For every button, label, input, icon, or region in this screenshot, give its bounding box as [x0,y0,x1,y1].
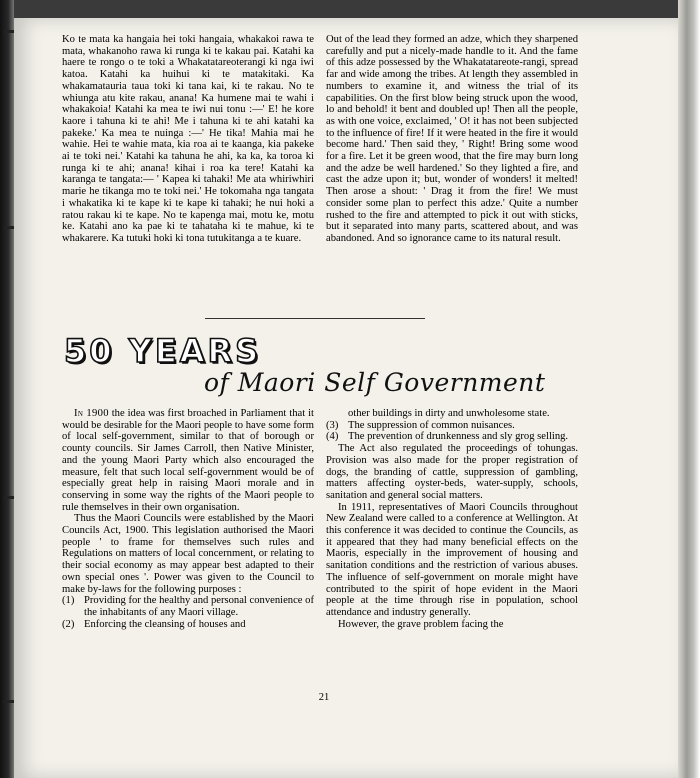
bylaw-list [62,595,314,630]
list-item [62,619,314,631]
body-paragraph: Thus the Maori Councils were established by the Maori Councils Act, 1900. This legislation authorised the Maori people ' to frame for themselves such rules and Regulations on matters of local concernment, or relating to their social economy as may appear best adapted to their own special ones '. Power was given to the Council to make by-laws for the following purposes : [62,513,314,595]
article-subtitle: of Maori Self Government [204,368,546,397]
bylaw-list-continued [326,420,578,443]
page-number: 21 [318,692,330,703]
section-divider [205,318,425,319]
list-number: (2) [62,618,75,630]
article-title: 50 YEARS [64,332,262,370]
intro-paragraph [62,408,314,513]
page-edge [678,0,700,778]
intro-lead-words: In 1900 [74,408,109,419]
article-column-left [62,408,314,630]
list-item [326,431,578,443]
list-number: (3) [326,419,339,431]
body-paragraph: In 1911, representatives of Maori Councils throughout New Zealand were called to a conference at Wellington. At this conference it was decided to continue the Councils, as it appeared that they had many beneficial effects on the Maoris, especially in the improvement of housing and sanitation conditions and the restriction of various abuses. The influence of self-government on morale might have contributed to the spirit of hope evident in the Maori people at the time through rise in population, school attendance and industry generally. [326,501,578,618]
binding-edge [0,0,14,778]
body-paragraph: However, the grave problem facing the [338,618,504,630]
list-item [62,595,314,618]
intro-text: the idea was first broached in Parliament that it would be desirable for the Maori people to have some form of local self-government, similar to that of borough or county councils. Sir James Carroll, then Native Minister, and the young Maori Party which also encouraged the measure, felt that such local self-government would be of especially great help in raising Maori morale and in conserving in some way the rights of the Maori people to rule themselves in their own organisation. [62,408,314,513]
maori-paragraph: Ko te mata ka hangaia hei toki hangaia, whakakoi rawa te mata, whakanoho rawa ki runga ki te kakau pai. Katahi ka haere te rongo o te toki a Whakatatareoterangi ki nga iwi katoa. Katahi ka huihui ki te matakitaki. Ka whakamatauria taua toki ki tana kai, ki te rakau. No te whiunga atu kite rakau, anana! Ka humene mai te wahi i whakakoia! Katahi ka mea te iwi nui tonu :—' E! he kore kaore i tahuna ki te ahi! Me i tahuna ki te ahi katahi ka pakeke.' Ka mea te nuinga :—' He tika! Mahia mai he wahie. Hei te wahie mata, kia roa ai te kaanga, kia pakeke ai te toki nei.' Katahi ka tahuna he ahi, ka ka, ka toroa ki runga ki te ahi; anana! kihai i roa ka tere! Katahi ka karanga te tangata:— ' Kapea ki tahaki! Me ata whiriwhiri marie he tikanga mo te toki nei.' He tokomaha nga tangata i whakatika ki te kape ki te kape ki tahaki; he nui hoki a ratou rakau ki te kape. No te kapenga mai, motu ke, motu ke. Katahi ano ka pae ki te tahataha ki te mahue, ki te whakarere. Ka tutuki hoki ki tona tutukitanga a te kuare. [62,34,314,244]
body-paragraph: The Act also regulated the proceedings of tohungas. Provision was also made for the proper registration of dogs, the branding of cattle, suppression of gambling, matters affecting oyster-beds, water-supply, schools, sanitation and general social matters. [326,443,578,501]
list-item [326,420,578,432]
maori-text-column [62,34,314,245]
list-number: (4) [326,431,339,443]
english-translation-column [326,34,578,245]
list-number: (1) [62,595,75,607]
english-paragraph: Out of the lead they formed an adze, which they sharpened carefully and put a nicely-made handle to it. And the fame of this adze possessed by the Whakatatareote-rangi, spread far and wide among the tribes. At length they assembled in numbers to examine it, and witness the trial of its capabilities. On the first blow being struck upon the wood, lo and behold! it bent and doubled up! Then all the people, as with one voice, exclaimed, ' O! it has not been subjected to the influence of fire! If it were heated in the fire it would become hard.' Then said they, ' Right! Bring some wood for a fire. Let it be green wood, that the fire may burn long and the adze be well hardened.' So they lighted a fire, and cast the adze upon it; but, wonder of wonders! it melted! Then arose a shout: ' Drag it from the fire! We must consider some plan to perfect this adze.' Quite a number rushed to the fire and attempted to pick it out with sticks, but it separated into many parts, scattered about, and was abandoned. And so ignorance came to its natural result. [326,34,578,244]
list-text: The suppression of common nuisances. [348,419,515,431]
list-text: Providing for the healthy and personal convenience of the inhabitants of any Maori village. [84,595,314,618]
list-text: Enforcing the cleansing of houses and [84,618,246,630]
list-continuation: other buildings in dirty and unwholesome state. [348,408,550,419]
list-text: The prevention of drunkenness and sly grog selling. [348,431,569,443]
article-column-right [326,408,578,630]
